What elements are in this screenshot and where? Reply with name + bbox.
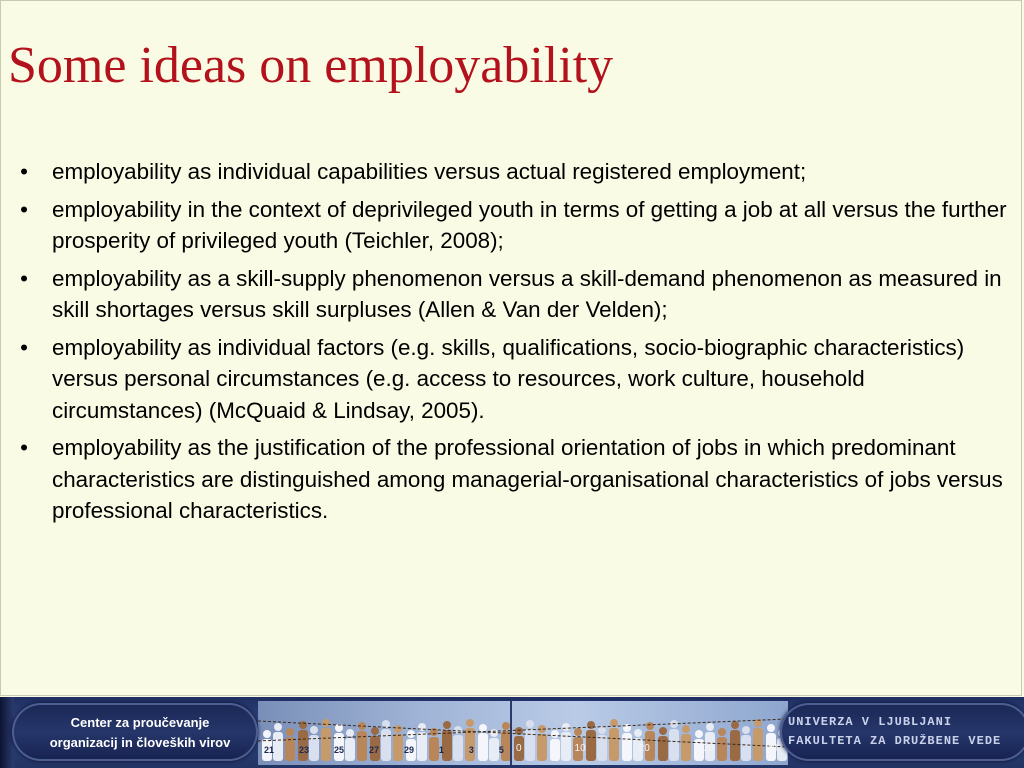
crowd-figure-head [322,719,330,727]
footer-right-ticks [516,743,778,761]
crowd-figure-head [443,721,451,729]
bullet-marker: • [20,159,28,184]
bullet-item [14,194,1014,257]
footer-banner [0,697,1024,768]
crowd-figure-head [742,726,750,734]
crowd-figure-head [718,728,726,736]
crowd-figure-head [646,722,654,730]
crowd-figure-head [682,725,690,733]
tick-label: 21 [264,745,275,755]
crowd-figure-head [526,720,534,728]
crowd-figure-head [551,730,559,738]
crowd-figure-head [562,723,570,731]
crowd-figure-head [394,725,402,733]
crowd-figure-head [659,727,667,735]
crowd-figure-head [466,719,474,727]
center-name-badge [12,703,258,761]
tick-label: 40 [766,743,778,754]
crowd-figure-head [706,723,714,731]
tick-label: 20 [638,743,650,754]
crowd-figure-head [407,730,415,738]
tick-label: 1 [438,745,444,755]
university-name-badge [780,703,1024,761]
crowd-figure-head [371,727,379,735]
bullet-item [14,263,1014,326]
bullet-marker: • [20,196,28,222]
crowd-figure-head [263,730,271,738]
crowd-figure-head [418,723,426,731]
university-name-line-1: UNIVERZA V LJUBLJANI [788,715,953,729]
crowd-figure-head [274,723,282,731]
bullet-marker: • [20,334,28,360]
footer-strip-divider [510,701,512,765]
bullet-list [14,156,1014,533]
crowd-figure-head [634,729,642,737]
crowd-figure-head [299,721,307,729]
center-name-line-1: Center za proučevanje [70,715,210,730]
center-name-text [30,713,250,753]
tick-label: 3 [468,745,474,755]
university-name-text [788,713,1024,751]
bullet-text: employability as the justification of the professional orientation of jobs in which predominant characteristics are distinguished among managerial-organisational characteristics of jobs versus professional characteristics. [52,435,1003,523]
crowd-figure-head [587,721,595,729]
crowd-figure-head [767,724,775,732]
crowd-figure-head [286,728,294,736]
footer-image-strip [258,701,788,765]
crowd-figure-head [695,730,703,738]
center-name-line-2: organizacij in človeških virov [49,735,231,750]
bullet-text: employability as a skill-supply phenomenon versus a skill-demand phenomenon as measured in skill shortages versus skill surpluses (Allen & Van der Velden); [52,265,1002,322]
bullet-text: employability as individual capabilities versus actual registered employment; [52,159,807,184]
crowd-figure-head [502,722,510,730]
bullet-marker: • [20,435,28,460]
slide-title: Some ideas on employability [8,37,614,94]
tick-label: 27 [368,745,379,755]
crowd-figure-head [346,729,354,737]
university-name-line-2: FAKULTETA ZA DRUŽBENE VEDE [788,734,1002,748]
crowd-figure-head [479,724,487,732]
tick-label: 23 [298,745,309,755]
bullet-text: employability as individual factors (e.g. skills, qualifications, socio-biographic characteristics) versus personal circumstances (e.g. access to resources, work culture, household circumstances) (McQuaid & Lindsay, 2005). [52,334,965,423]
crowd-figure-head [731,721,739,729]
bullet-item [14,432,1014,527]
tick-label: 25 [333,745,344,755]
crowd-figure-head [310,726,318,734]
tick-label: 0 [516,743,522,754]
footer-left-ticks [264,745,504,763]
bullet-item [14,332,1014,427]
tick-label: 10 [574,743,586,754]
tick-label: 29 [403,745,414,755]
tick-label: 30 [702,743,714,754]
bullet-text: employability in the context of deprivileged youth in terms of getting a job at all versus the further prosperity of privileged youth (Teichler, 2008); [52,196,1007,253]
crowd-figure-head [574,728,582,736]
bullet-item [14,156,1014,188]
bullet-marker: • [20,265,28,291]
tick-label: 5 [498,745,504,755]
